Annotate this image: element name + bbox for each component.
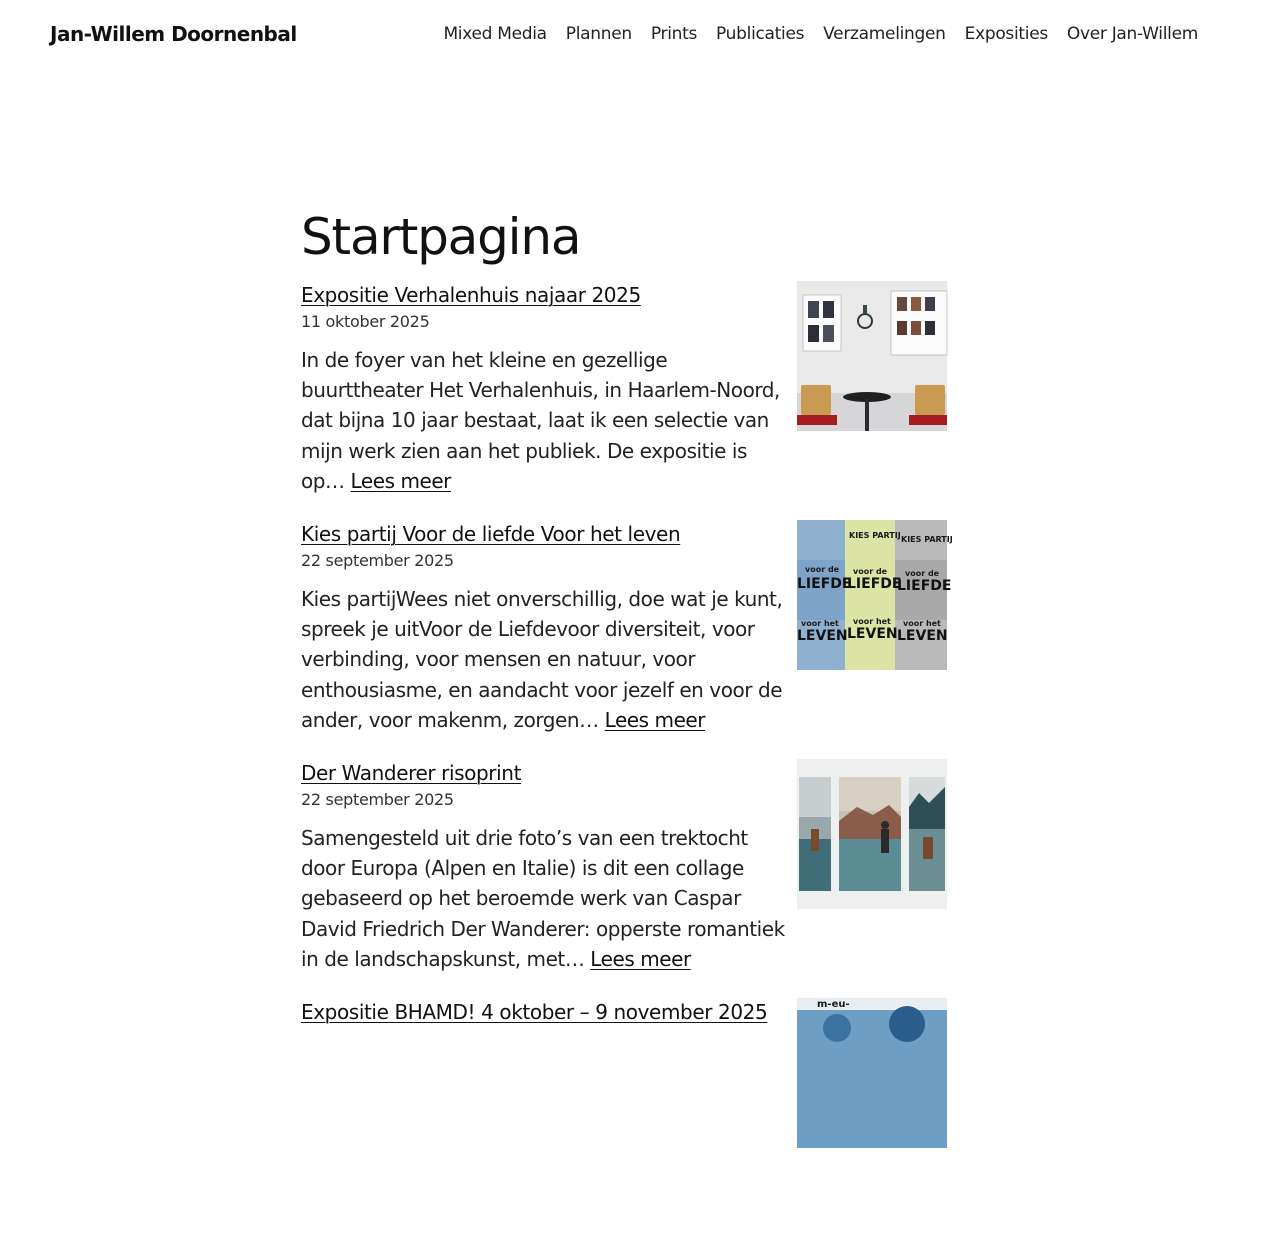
post-item <box>301 520 953 759</box>
post-text <box>301 998 791 1026</box>
poster-big-text: LIEFDE <box>797 576 852 592</box>
site-title-link[interactable]: Jan-Willem Doornenbal <box>50 22 297 46</box>
post-excerpt-text: Samengesteld uit drie foto’s van een trektocht door Europa (Alpen en Italie) is dit een collage gebaseerd op het beroemde werk van Caspar David Friedrich Der Wanderer: opperste romantiek in de landschapskunst, met… <box>301 826 785 971</box>
risoprint-photo-icon <box>797 759 947 909</box>
post-item <box>301 998 947 1237</box>
post-thumbnail[interactable] <box>797 759 947 909</box>
nav-item-over[interactable]: Over Jan-Willem <box>1066 24 1198 44</box>
post-excerpt-text: In de foyer van het kleine en gezellige buurttheater Het Verhalenhuis, in Haarlem-Noord, dat bijna 10 jaar bestaat, laat ik een selectie van mijn werk zien aan het publiek. De expositie is op… <box>301 348 780 493</box>
exhibition-poster-photo-icon <box>797 998 947 1148</box>
main-navigation <box>443 24 1198 44</box>
exhibition-room-photo-icon <box>797 281 947 431</box>
poster-header-text: KIES PARTIJ <box>849 531 901 540</box>
post-excerpt-text: Kies partijWees niet onverschillig, doe wat je kunt, spreek je uitVoor de Liefdevoor diversiteit, voor verbinding, voor mensen en natuur, voor enthousiasme, en aandacht voor jezelf en voor de ander, voor makenm, zorgen… <box>301 587 783 732</box>
post-title-link[interactable]: Expositie BHAMD! 4 oktober – 9 november 2025 <box>301 1000 768 1024</box>
poster-small-text: voor de <box>853 567 888 576</box>
post-item <box>301 281 947 520</box>
nav-item-plannen[interactable]: Plannen <box>565 24 632 44</box>
poster-small-text: voor de <box>805 565 840 574</box>
read-more-link[interactable]: Lees meer <box>350 468 451 493</box>
poster-small-text: voor de <box>905 569 940 578</box>
post-list <box>301 281 953 1237</box>
nav-item-verzamelingen[interactable]: Verzamelingen <box>823 24 946 44</box>
post-date: 11 oktober 2025 <box>301 312 430 331</box>
post-thumbnail[interactable] <box>797 281 947 431</box>
post-text <box>301 759 791 974</box>
poster-big-text: LEVEN <box>797 628 848 644</box>
poster-small-text: voor het <box>853 617 891 626</box>
nav-item-prints[interactable]: Prints <box>650 24 698 44</box>
post-thumbnail[interactable] <box>797 998 947 1148</box>
post-excerpt <box>301 345 791 496</box>
post-excerpt <box>301 584 791 735</box>
poster-small-text: voor het <box>903 619 941 628</box>
site-header <box>0 0 1280 72</box>
page-title: Startpagina <box>301 208 581 266</box>
post-title-link[interactable]: Der Wanderer risoprint <box>301 761 522 785</box>
poster-header-text: KIES PARTIJ <box>901 535 953 544</box>
nav-item-publicaties[interactable]: Publicaties <box>716 24 805 44</box>
post-date: 22 september 2025 <box>301 790 454 809</box>
poster-big-text: LIEFDE <box>897 578 952 594</box>
poster-big-text: LEVEN <box>847 626 898 642</box>
post-text <box>301 520 791 735</box>
nav-item-mixed-media[interactable]: Mixed Media <box>443 24 547 44</box>
post-text <box>301 281 791 496</box>
post-excerpt <box>301 823 791 974</box>
main-content <box>301 205 953 1237</box>
post-title-link[interactable]: Kies partij Voor de liefde Voor het leven <box>301 522 681 546</box>
read-more-link[interactable]: Lees meer <box>590 946 691 971</box>
poster-big-text: LIEFDE <box>847 576 902 592</box>
post-date: 22 september 2025 <box>301 551 454 570</box>
poster-big-text: LEVEN <box>897 628 948 644</box>
nav-item-exposities[interactable]: Exposities <box>964 24 1048 44</box>
poster-text: m-eu- <box>817 999 850 1010</box>
poster-small-text: voor het <box>801 619 839 628</box>
posters-photo-icon <box>797 520 953 670</box>
post-title-link[interactable]: Expositie Verhalenhuis najaar 2025 <box>301 283 641 307</box>
read-more-link[interactable]: Lees meer <box>604 707 706 732</box>
post-thumbnail[interactable] <box>797 520 953 670</box>
post-item <box>301 759 947 998</box>
